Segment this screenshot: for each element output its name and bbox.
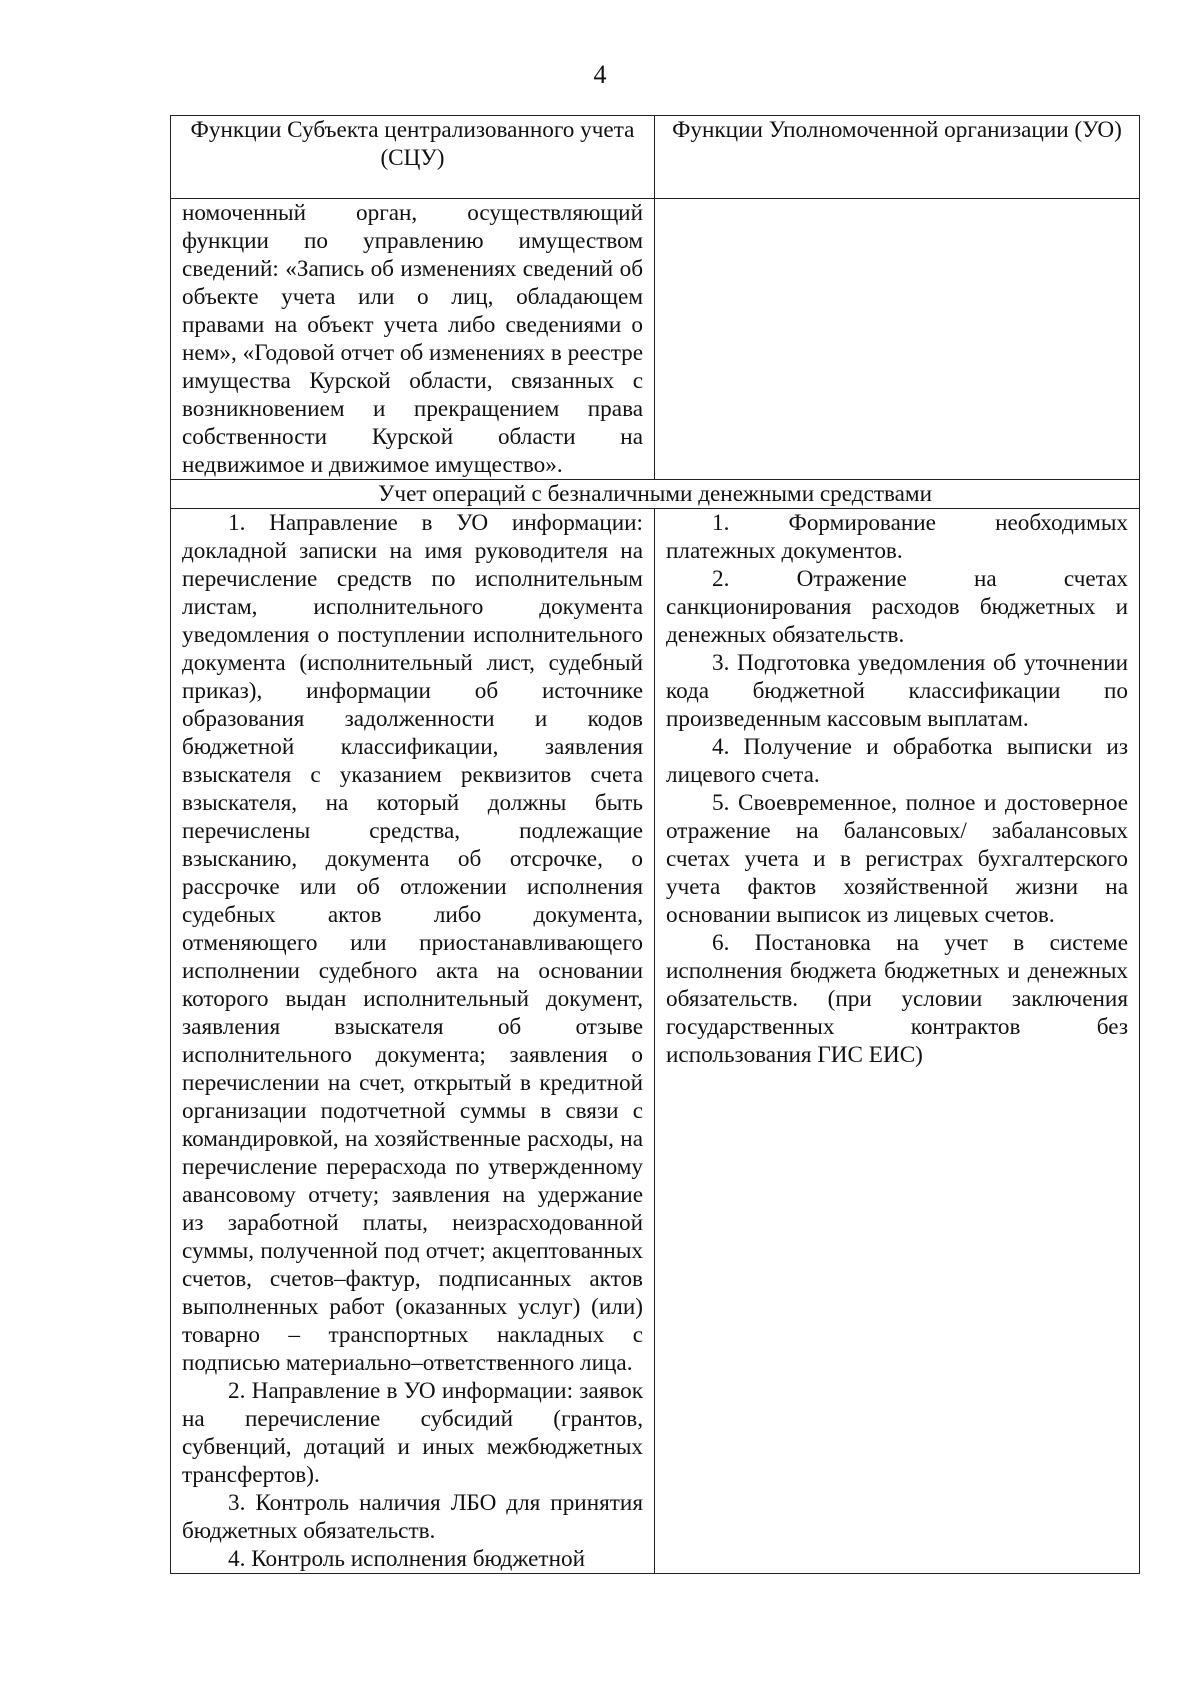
section-title: Учет операций с безналичными денежными средствами — [171, 480, 1140, 509]
sczu-item-2: 2. Направление в УО информации: заявок на перечисление субсидий (грантов, субвенций, дотаций и иных межбюджетных трансфертов). — [182, 1378, 643, 1488]
uo-item-4: 4. Получение и обработка выписки из лицевого счета. — [666, 734, 1128, 788]
section-row — [171, 480, 1140, 509]
uo-item-2: 2. Отражение на счетах санкционирования расходов бюджетных и денежных обязательств. — [666, 566, 1128, 648]
sczu-item-1: 1. Направление в УО информации: докладной записки на имя руководителя на перечисление средств по исполнительным листам, исполнительного документа уведомления о поступлении исполнительного документа (исполнительный лист, судебный приказ), информации об источнике образования задолженности и кодов бюджетной классификации, заявления взыскателя с указанием реквизитов счета взыскателя, на который должны быть перечислены средства, подлежащие взысканию, документа об отсрочке, о рассрочке или об отложении исполнения судебных актов либо документа, отменяющего или приостанавливающего исполнении судебного акта на основании которого выдан исполнительный документ, заявления взыскателя об отзыве исполнительного документа; заявления о перечислении на счет, открытый в кредитной организации подотчетной суммы в связи с командировкой, на хозяйственные расходы, на перечисление перерасхода по утвержденному авансовому отчету; заявления на удержание из заработной платы, неизрасходованной суммы, полученной под отчет; акцептованных счетов, счетов–фактур, подписанных актов выполненных работ (оказанных услуг) (или) товарно – транспортных накладных с подписью материально–ответственного лица. — [182, 510, 643, 1376]
uo-item-5: 5. Своевременное, полное и достоверное отражение на балансовых/ забалансовых счетах учета и в регистрах бухгалтерского учета фактов хозяйственной жизни на основании выписок из лицевых счетов. — [666, 790, 1128, 928]
continuation-right-cell — [655, 199, 1140, 480]
continuation-row — [171, 199, 1140, 480]
page-number: 4 — [593, 60, 607, 89]
sczu-item-4: 4. Контроль исполнения бюджетной — [228, 1546, 585, 1572]
continuation-left-cell — [171, 199, 655, 480]
sczu-functions-cell — [171, 509, 655, 1574]
table-header-row — [171, 116, 1140, 199]
uo-item-1: 1. Формирование необходимых платежных документов. — [666, 510, 1128, 564]
sczu-item-3: 3. Контроль наличия ЛБО для принятия бюджетных обязательств. — [182, 1490, 643, 1544]
continuation-left-text: номоченный орган, осуществляющий функции по управлению имуществом сведений: «Запись об изменениях сведений об объекте учета или о лиц, обладающем правами на объект учета либо сведениями о нем», «Годовой отчет об изменениях в реестре имущества Курской области, связанных с возникновением и прекращением права собственности Курской области на недвижимое и движимое имущество». — [182, 200, 643, 478]
uo-functions-cell — [655, 509, 1140, 1574]
uo-item-6: 6. Постановка на учет в системе исполнения бюджета бюджетных и денежных обязательств. (при условии заключения государственных контрактов без использования ГИС ЕИС) — [666, 930, 1128, 1068]
uo-item-3: 3. Подготовка уведомления об уточнении кода бюджетной классификации по произведенным кассовым выплатам. — [666, 650, 1128, 732]
items-row — [171, 509, 1140, 1574]
header-left: Функции Субъекта централизованного учета (СЦУ) — [171, 116, 655, 199]
functions-table — [170, 115, 1140, 1574]
header-right: Функции Уполномоченной организации (УО) — [655, 116, 1140, 199]
